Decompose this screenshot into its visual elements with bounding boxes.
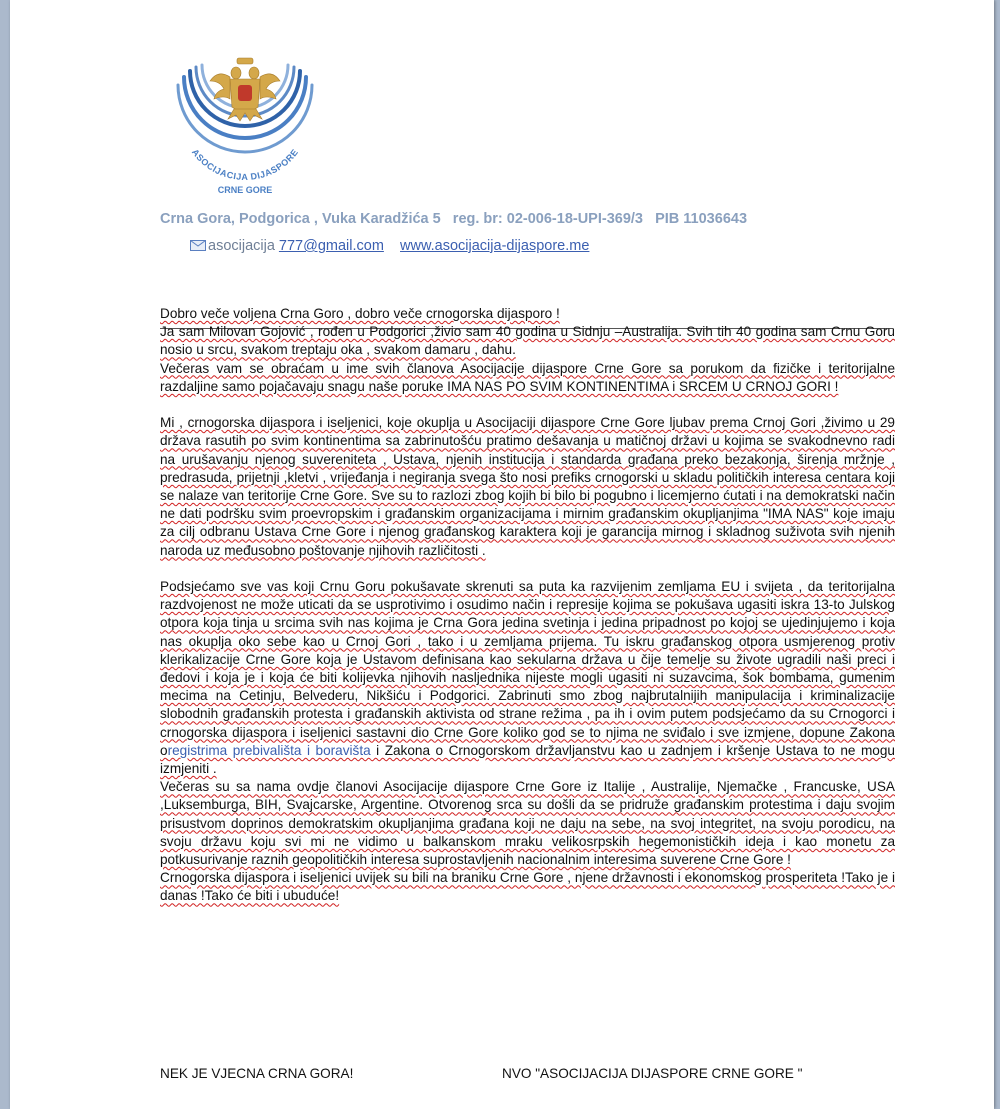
document-page bbox=[10, 0, 994, 1109]
address-paragraph: Večeras vam se obraćam u ime svih članova Asocijacije dijaspore Crne Gore sa porukom da fizičke i teritorijalne razdaljine samo pojačavaju snagu naše poruke IMA NAS PO SVIM KONTINENTIMA i SRCEM U CRNOJ GORI ! bbox=[160, 360, 895, 394]
svg-text:CRNE GORE: CRNE GORE bbox=[217, 185, 273, 195]
header-address-line bbox=[160, 211, 747, 227]
contact-line bbox=[190, 238, 589, 254]
members-paragraph: Večeras su sa nama ovdje članovi Asocijacije dijaspore Crne Gore iz Italije , Australije, Njemačke , Francuske, USA ,Luksemburga, BIH, Svajcarske, Argentine. Otvorenog srca su došli da se pridruže građanskim protestima i daju svojim prisustvom doprinos demokratskim okupljanjima građana koji ne daju na sebe, na svoj integritet, na svoju porodicu, na svoju državu koju svi mi ne vidimo u balkanskom mraku velikosrpskih hegemonističkih ideja i kao monetu za potkusurivanje raznih geopolitičkih interesa suprostavljenih nacionalnim interesima suverene Crne Gore ! bbox=[160, 779, 895, 868]
introduction-paragraph: Ja sam Milovan Gojović , rođen u Podgorici ,živio sam 40 godina u Sidnju –Australija. Svih tih 40 godina sam Crnu Goru nosio u srcu, svakom treptaju oka , svakom damaru , dahu. bbox=[160, 324, 895, 358]
website-link[interactable]: www.asocijacija-dijaspore.me bbox=[400, 238, 590, 254]
registry-law-link: registrima prebivališta i boravišta bbox=[167, 742, 371, 758]
greeting-line: Dobro veče voljena Crna Goro , dobro veče crnogorska dijasporo ! bbox=[160, 306, 560, 321]
header-pib: PIB 11036643 bbox=[655, 211, 748, 227]
footer-signature: NVO "ASOCIJACIJA DIJASPORE CRNE GORE " bbox=[502, 1066, 803, 1081]
envelope-icon bbox=[190, 239, 206, 250]
svg-text:ASOCIJACIJA DIJASPORE: ASOCIJACIJA DIJASPORE bbox=[189, 147, 301, 183]
email-prefix: asocijacija bbox=[208, 238, 279, 254]
association-logo bbox=[170, 55, 320, 205]
footer-slogan: NEK JE VJECNA CRNA GORA! bbox=[160, 1066, 354, 1081]
letter-footer bbox=[160, 1066, 895, 1081]
header-registration: reg. br: 02-006-18-UPI-369/3 bbox=[452, 211, 643, 227]
diaspora-paragraph: Mi , crnogorska dijaspora i iseljenici, koje okuplja u Asocijaciji dijaspore Crne Gore ljubav prema Crnoj Gori ,živimo u 29 država rasutih po svim kontinentima sa zabrinutošću pratimo dešavanja u matičnoj državi u kojima se svakodnevno radi na urušavanju njenog suvereniteta , Ustava, njenih institucija i standarda građana preko bezakonja, širenja mržnje , predrasuda, prijetnji ,kletvi , vrijeđanja i negiranja svega što nosi prefiks crnogorski u skladu političkih interesa centara koji se nalaze van teritorije Crne Gore. Sve su to razlozi zbog kojih bi bilo bi pogubno i licemjerno ćutati i na demokratski način ne dati podršku svim proevropskim i građanskim organizacijama i mirnim građanskim okupljanjima "IMA NAS" koje imaju za cilj odbranu Ustava Crne Gore i njenog građanskog karaktera koji je garancija mirnog i skladnog suživota svih njenih naroda uz međusobno poštovanje njihovih različitosti . bbox=[160, 415, 895, 558]
email-link[interactable]: 777@gmail.com bbox=[278, 238, 384, 254]
header-address: Crna Gora, Podgorica , Vuka Karadžića 5 bbox=[160, 211, 441, 227]
logo-emblem-icon bbox=[170, 55, 320, 205]
reminder-paragraph: Podsjećamo sve vas koji Crnu Goru pokušavate skrenuti sa puta ka razvijenim zemljama EU i svijeta , da teritorijalna razdvojenost ne može uticati da se usprotivimo i osudimo način i represije kojima se pokušava ugasiti iskra 13-to Julskog otpora koja tinja u srcima svih nas kojima je Crna Gora jedina svetinja i jedina pripadnost po kojoj se ujedinjujemo i koja nas okuplja oko sebe kao u Crnoj Gori , tako i u zemljama prijema. Tu iskru građanskog otpora usmjerenog protiv klerikalizacije Crne Gore koja je Ustavom definisana kao sekularna država u čije temelje su živote ugradili naši preci i đedovi i koja je i koja će biti kolijevka njihovih nasljednika nijeste mogli ugasiti ni suzavcima, šok bombama, gumenim mecima na Cetinju, Belvederu, Nikšiću i Podgorici. Zabrinuti smo zbog najbrutalnijih manipulacija i kriminalizacije slobodnih građanskih protesta i građanskih aktivista od strane režima , pa ih i ovim putem podsjećamo da su Crnogorci i crnogorska dijaspora i iseljenici sastavni dio Crne Gore koliko god se to njima ne sviđalo i sve izmjene, dopune Zakona oregistrima prebivališta i boravišta i Zakona o Crnogorskom državljanstvu kao u zadnjem i kršenje Ustava to ne mogu izmjeniti . bbox=[160, 579, 895, 777]
letter-body bbox=[160, 305, 895, 906]
closing-paragraph: Crnogorska dijaspora i iseljenici uvijek su bili na braniku Crne Gore , njene državnosti i ekonomskog prosperiteta !Tako je i danas !Tako će biti i ubuduće! bbox=[160, 870, 895, 904]
